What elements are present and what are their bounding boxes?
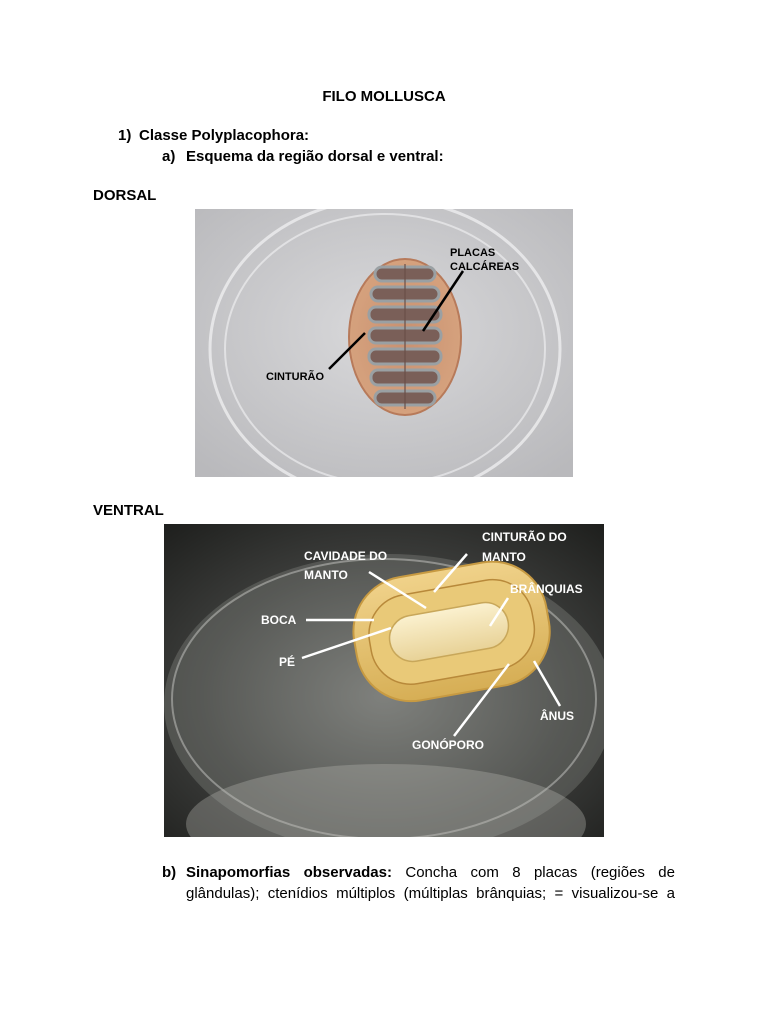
section-heading: Classe Polyplacophora: — [139, 127, 310, 144]
item-b-bold: Sinapomorfias observadas: — [186, 864, 392, 881]
label-cavidade-2: MANTO — [304, 568, 348, 582]
dorsal-photo — [195, 209, 573, 477]
label-placas-2: CALCÁREAS — [450, 261, 520, 273]
label-gonoporo: GONÓPORO — [412, 738, 485, 752]
subsection-number: a) — [162, 148, 176, 165]
section-number: 1) — [118, 127, 132, 144]
label-boca: BOCA — [261, 613, 297, 627]
page-title: FILO MOLLUSCA — [322, 88, 446, 105]
ventral-heading: VENTRAL — [93, 502, 164, 519]
label-branquias: BRÂNQUIAS — [510, 582, 583, 596]
item-b-number: b) — [162, 864, 177, 881]
label-cinturao-manto-1: CINTURÃO DO — [482, 530, 567, 544]
subsection-heading: Esquema da região dorsal e ventral: — [186, 148, 444, 165]
label-anus: ÂNUS — [540, 709, 575, 723]
item-b-line2: glândulas); ctenídios múltiplos (múltiplas brânquias; = visualizou-se a — [186, 885, 675, 902]
item-b-text-1: Concha com 8 placas (regiões de — [405, 864, 675, 881]
label-cinturao: CINTURÃO — [266, 371, 325, 383]
label-cinturao-manto-2: MANTO — [482, 550, 526, 564]
label-cavidade-1: CAVIDADE DO — [304, 549, 388, 563]
ventral-photo — [164, 524, 604, 837]
label-placas-1: PLACAS — [450, 247, 496, 259]
label-pe: PÉ — [279, 655, 296, 669]
dorsal-heading: DORSAL — [93, 187, 157, 204]
item-b-line1 — [186, 862, 675, 883]
